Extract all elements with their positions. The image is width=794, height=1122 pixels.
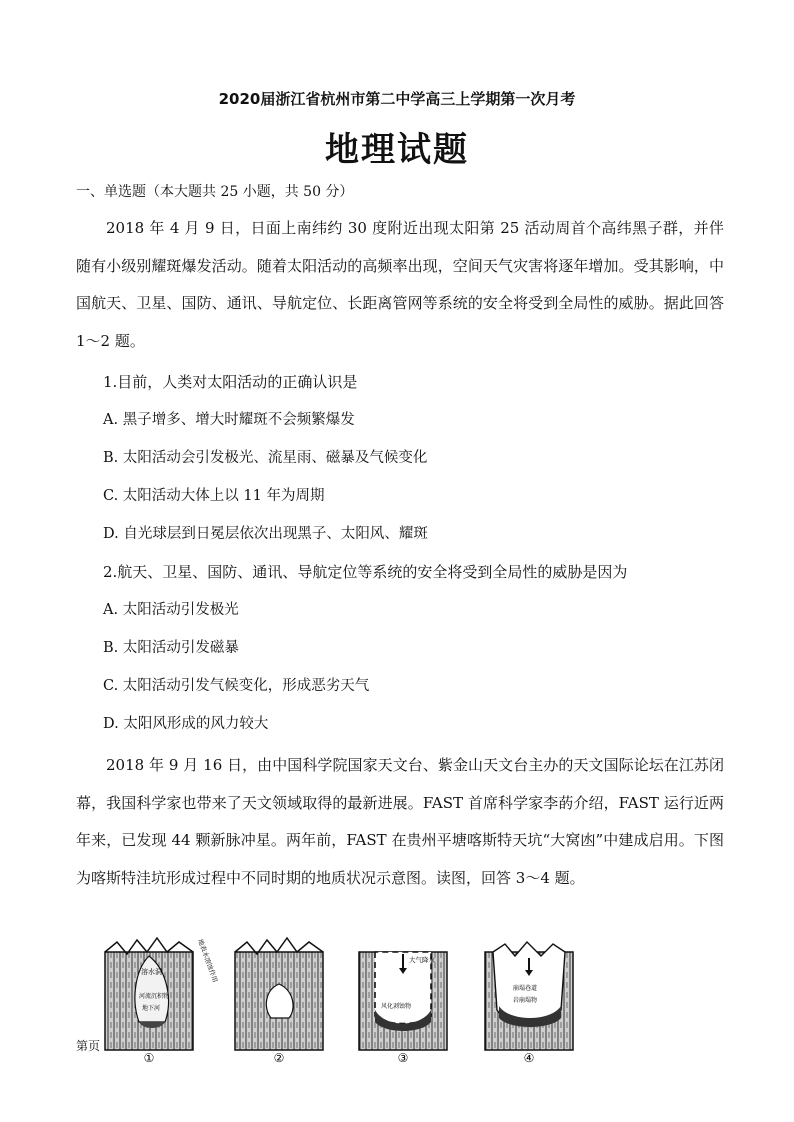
stage-1-label: ① xyxy=(143,1051,155,1065)
question-2-option-a: A. 太阳活动引发极光 xyxy=(103,602,239,618)
passage-1: 2018 年 4 月 9 日，日面上南纬约 30 度附近出现太阳第 25 活动周首个高纬黑子群，并伴随有小级别耀斑爆发活动。随着太阳活动的高频率出现，空间天气灾害将逐年增加。受其影响，中国航天、卫星、国防、通讯、导航定位、长距离管网等系统的安全将受到全局性的威胁。据此回答 1～2 题。 xyxy=(76,219,724,350)
stage-4-diagram xyxy=(485,942,573,1050)
stage-1-annotation-1: 溶水洞 xyxy=(141,968,162,976)
page-footer: 第页 xyxy=(76,1039,101,1053)
question-1-stem: 1.目前，人类对太阳活动的正确认识是 xyxy=(103,373,358,391)
stage-3-label: ③ xyxy=(397,1051,409,1065)
stage-4-annotation-1: 崩塌巷道 xyxy=(513,985,538,992)
stage-1-annotation-2: 河流沉积物 xyxy=(139,993,170,1000)
question-1-option-c: C. 太阳活动大体上以 11 年为周期 xyxy=(103,488,325,504)
stage-2-label: ② xyxy=(273,1051,285,1065)
question-2-option-b: B. 太阳活动引发磁暴 xyxy=(103,640,239,656)
stage-3-annotation-1: 大气降水 xyxy=(409,956,435,964)
exam-subtitle: 2020届浙江省杭州市第二中学高三上学期第一次月考 xyxy=(218,90,576,108)
stage-3-diagram xyxy=(359,952,447,1050)
question-2-stem: 2.航天、卫星、国防、通讯、导航定位等系统的安全将受到全局性的威胁是因为 xyxy=(103,563,628,581)
page-title: 地理试题 xyxy=(325,130,469,170)
question-1-option-a: A. 黑子增多、增大时耀斑不会频繁爆发 xyxy=(103,412,355,428)
question-1-option-d: D. 自光球层到日冕层依次出现黑子、太阳风、耀斑 xyxy=(103,526,428,542)
stage-2-diagram xyxy=(235,938,323,1050)
stage-1-annotation-3: 地下河 xyxy=(142,1005,161,1012)
karst-diagram-figure xyxy=(95,930,595,1070)
question-2-option-d: D. 太阳风形成的风力较大 xyxy=(103,716,269,732)
stage-1-diagram xyxy=(105,938,220,1050)
section-heading: 一、单选题（本大题共 25 小题，共 50 分） xyxy=(76,184,354,200)
question-1-option-b: B. 太阳活动会引发极光、流星雨、磁暴及气候变化 xyxy=(103,450,428,466)
passage-2: 2018 年 9 月 16 日，由中国科学院国家天文台、紫金山天文台主办的天文国际论坛在江苏闭幕，我国科学家也带来了天文领域取得的最新进展。FAST 首席科学家李菂介绍，FAST 运行近两年来，已发现 44 颗新脉冲星。两年前，FAST 在贵州平塘喀斯特天坑“大窝凼”中建成启用。下图为喀斯特洼坑形成过程中不同时期的地质状况示意图。读图，回答 3～4 题。 xyxy=(76,756,724,887)
stage-1-side-annotation: 地表水溶蚀作用 xyxy=(196,937,220,984)
stage-3-annotation-2: 风化剥蚀物 xyxy=(381,1003,412,1010)
question-2-option-c: C. 太阳活动引发气候变化，形成恶劣天气 xyxy=(103,678,370,694)
stage-4-label: ④ xyxy=(523,1051,535,1065)
stage-4-annotation-2: 岩崩塌物 xyxy=(513,997,538,1004)
